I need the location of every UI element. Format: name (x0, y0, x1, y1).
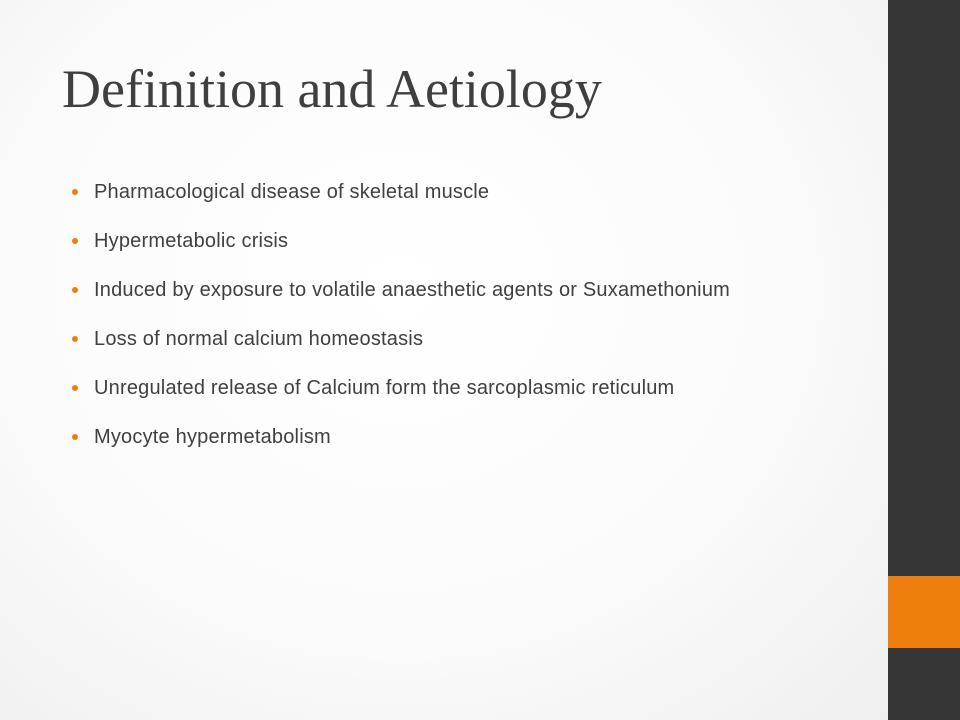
bullet-text: Unregulated release of Calcium form the sarcoplasmic reticulum (94, 377, 675, 399)
bullet-item (72, 273, 772, 307)
bullet-dot-icon (72, 385, 78, 391)
bullet-text: Induced by exposure to volatile anaesthetic agents or Suxamethonium (94, 279, 731, 301)
bullet-item (72, 420, 772, 454)
bullet-item (72, 322, 772, 356)
bullet-dot-icon (72, 189, 78, 195)
bullet-item (72, 371, 772, 405)
bullet-text: Pharmacological disease of skeletal muscle (94, 181, 490, 203)
bullet-dot-icon (72, 336, 78, 342)
bullet-text: Loss of normal calcium homeostasis (94, 328, 424, 350)
sidebar-accent-block (888, 576, 960, 648)
bullet-dot-icon (72, 287, 78, 293)
slide-title: Definition and Aetiology (62, 59, 602, 119)
bullet-item (72, 224, 772, 258)
bullet-list (72, 175, 772, 469)
bullet-text: Hypermetabolic crisis (94, 230, 289, 252)
bullet-text: Myocyte hypermetabolism (94, 426, 331, 448)
bullet-dot-icon (72, 238, 78, 244)
bullet-dot-icon (72, 434, 78, 440)
bullet-item (72, 175, 772, 209)
